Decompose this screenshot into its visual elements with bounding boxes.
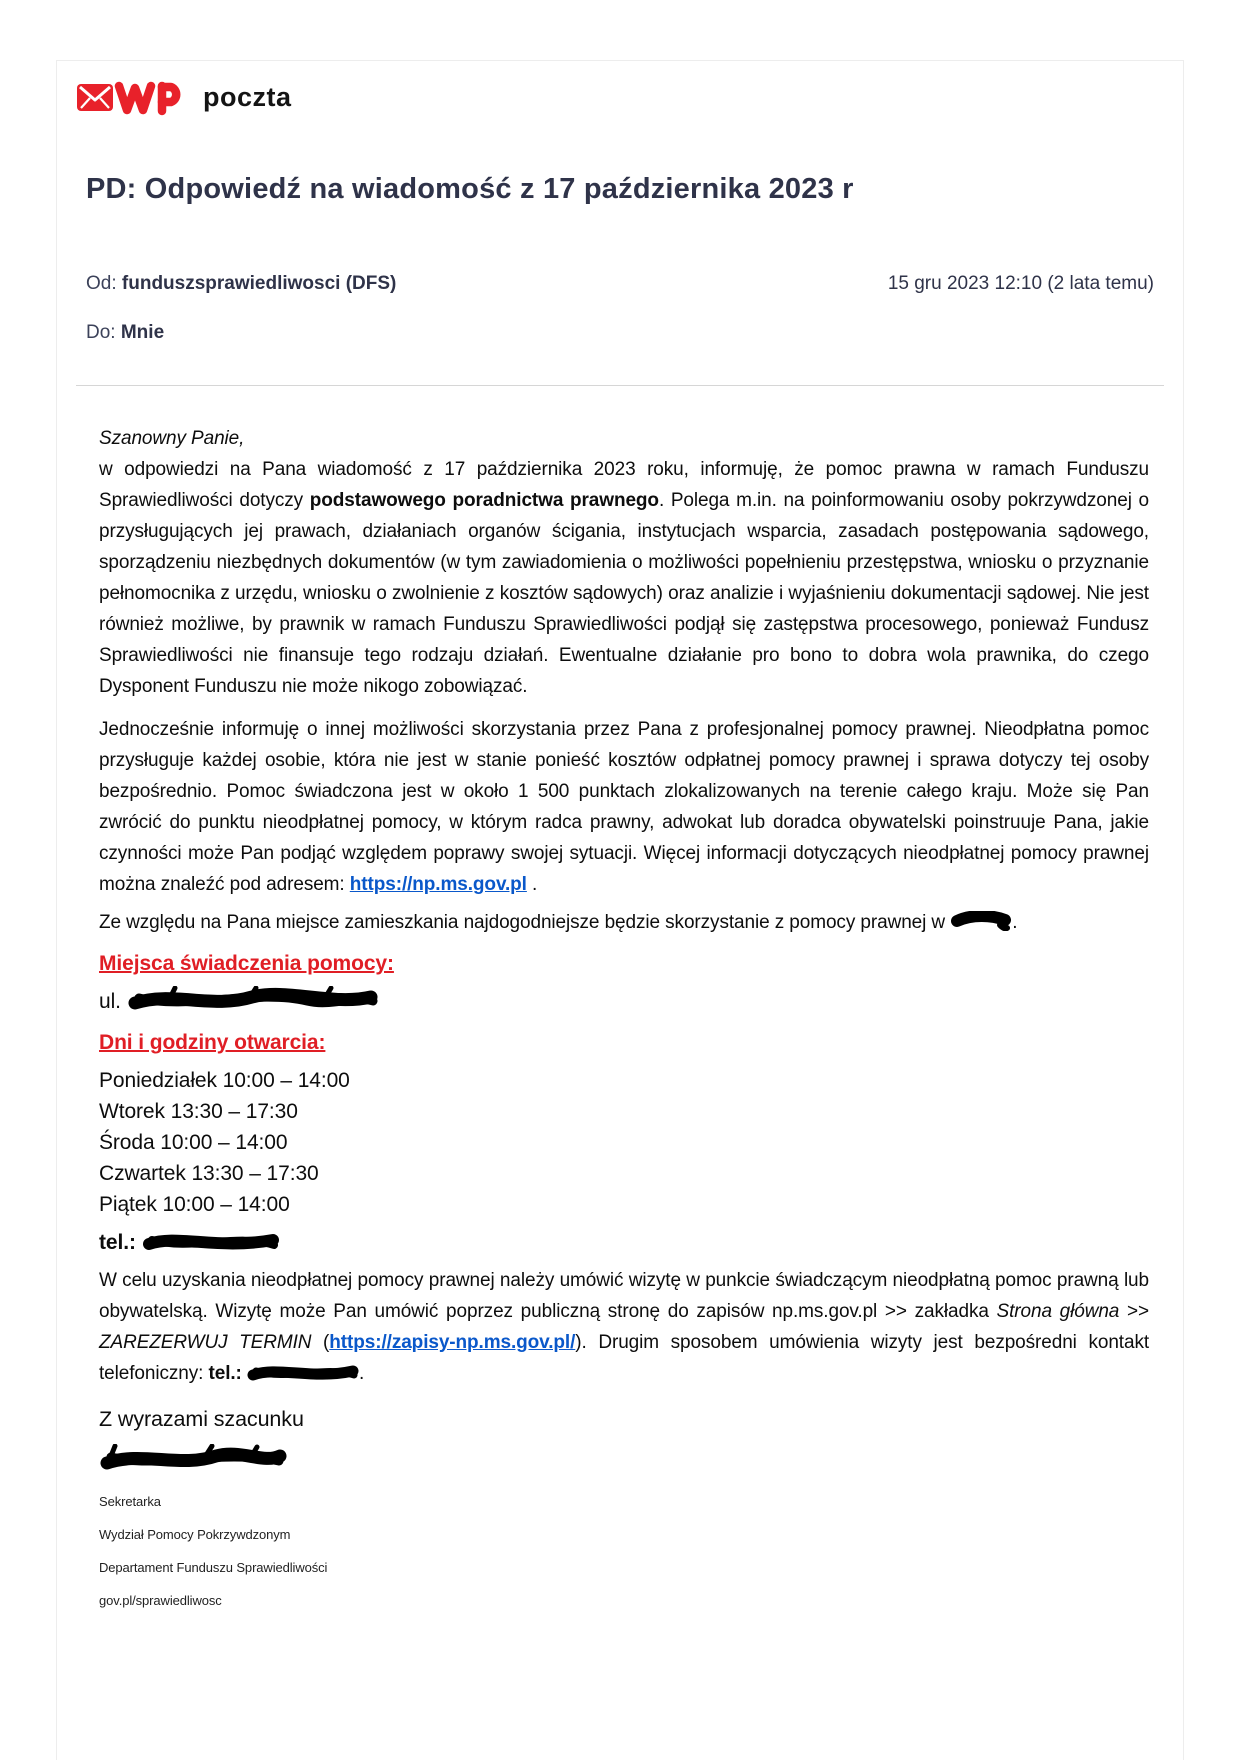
phone-label-2: tel.: bbox=[208, 1363, 247, 1384]
schedule-tuesday: Wtorek 13:30 – 17:30 bbox=[99, 1100, 298, 1123]
redaction-sender-name bbox=[99, 1444, 1149, 1472]
email-card bbox=[56, 60, 1184, 1760]
schedule-thursday: Czwartek 13:30 – 17:30 bbox=[99, 1162, 319, 1185]
text-segment: . bbox=[526, 874, 538, 895]
from-label: Od: bbox=[86, 273, 117, 294]
to-value: Mnie bbox=[120, 322, 165, 343]
wp-poczta-logo[interactable] bbox=[76, 77, 292, 117]
redaction-street bbox=[127, 986, 379, 1012]
signature-unit: Wydział Pomocy Pokrzywdzonym bbox=[99, 1527, 291, 1542]
paragraph-2 bbox=[99, 714, 1149, 900]
signature-role: Sekretarka bbox=[99, 1494, 161, 1509]
text-segment: . bbox=[1012, 912, 1018, 933]
redaction-city bbox=[950, 911, 1012, 931]
redaction-name-scribble bbox=[99, 1444, 287, 1472]
text-segment: ). Drugim sposobem umówienia wizyty jest bezpośredni kontakt telefoniczny: bbox=[99, 1332, 1150, 1384]
email-subject: PD: Odpowiedź na wiadomość z 17 października 2023 r bbox=[86, 173, 854, 205]
redaction-phone-2 bbox=[247, 1363, 359, 1383]
paragraph-1 bbox=[99, 454, 1149, 702]
zapisy-np-link[interactable]: https://zapisy-np.ms.gov.pl/ bbox=[329, 1332, 576, 1353]
to-row bbox=[86, 322, 1154, 344]
closing: Z wyrazami szacunku bbox=[99, 1407, 304, 1431]
schedule-monday: Poniedziałek 10:00 – 14:00 bbox=[99, 1069, 350, 1092]
signature-department: Departament Funduszu Sprawiedliwości bbox=[99, 1560, 328, 1575]
address-line bbox=[99, 986, 1149, 1017]
email-date: 15 gru 2023 12:10 (2 lata temu) bbox=[887, 273, 1154, 294]
np-ms-gov-link[interactable]: https://np.ms.gov.pl bbox=[349, 874, 527, 895]
bold-text: podstawowego poradnictwa prawnego bbox=[309, 490, 659, 511]
salutation: Szanowny Panie, bbox=[99, 428, 245, 449]
schedule-friday: Piątek 10:00 – 14:00 bbox=[99, 1193, 290, 1216]
text-segment: . bbox=[358, 1363, 365, 1384]
signature-website: gov.pl/sprawiedliwosc bbox=[99, 1593, 222, 1608]
schedule-wednesday: Środa 10:00 – 14:00 bbox=[99, 1131, 288, 1154]
heading-places: Miejsca świadczenia pomocy: bbox=[99, 952, 394, 975]
email-body bbox=[99, 423, 1149, 1609]
text-segment: w odpowiedzi na Pana wiadomość z 17 października 2023 roku, informuję, że pomoc prawna w ramach Funduszu Sprawiedliwości dotyczy bbox=[99, 459, 1149, 511]
paragraph-residence bbox=[99, 907, 1149, 938]
heading-hours: Dni i godziny otwarcia: bbox=[99, 1031, 326, 1054]
text-segment: W celu uzyskania nieodpłatnej pomocy prawnej należy umówić wizytę w punkcie świadczącym nieodpłatną pomoc prawną lub obywatelską. Wizytę może Pan umówić poprzez publiczną stronę do zapisów np.ms.gov.pl >> zakładka bbox=[99, 1270, 1149, 1322]
to-label: Do: bbox=[86, 322, 116, 343]
from-value: funduszsprawiedliwosci (DFS) bbox=[121, 273, 397, 294]
brand-name: poczta bbox=[203, 82, 292, 112]
italic-text: ZAREZERWUJ TERMIN bbox=[99, 1332, 312, 1353]
header-divider bbox=[76, 385, 1164, 386]
wp-envelope-icon bbox=[76, 77, 194, 117]
italic-text: Strona główna bbox=[996, 1301, 1120, 1322]
text-segment: Ze względu na Pana miejsce zamieszkania najdogodniejsze będzie skorzystanie z pomocy prawnej w bbox=[99, 912, 951, 933]
from-row bbox=[86, 273, 1154, 295]
paragraph-appointment bbox=[99, 1265, 1149, 1389]
text-segment: . Polega m.in. na poinformowaniu osoby pokrzywdzonej o przysługujących jej prawach, działaniach organów ścigania, instytucjach wsparcia, zasadach postępowania sądowego, sporządzeniu niezbędnych dokumentów (w tym zawiadomienia o możliwości popełnieniu przestępstwa, wniosku o przyznanie pełnomocnika z urzędu, wniosku o zwolnienie z kosztów sądowych) oraz analizie i wyjaśnieniu dokumentacji sądowej. Nie jest również możliwe, by prawnik w ramach Funduszu Sprawiedliwości podjął się zastępstwa procesowego, ponieważ Fundusz Sprawiedliwości nie finansuje tego rodzaju działań. Ewentualne działanie pro bono to dobra wola prawnika, do czego Dysponent Funduszu nie może nikogo zobowiązać. bbox=[99, 490, 1149, 697]
text-segment: ul. bbox=[99, 990, 127, 1013]
text-segment: ( bbox=[311, 1332, 330, 1353]
text-segment: Jednocześnie informuję o innej możliwości skorzystania przez Pana z profesjonalnej pomocy prawnej. Nieodpłatna pomoc przysługuje każdej osobie, która nie jest w stanie ponieść kosztów odpłatnej pomocy prawnej i sprawa dotyczy tej osoby bezpośrednio. Pomoc świadczona jest w około 1 500 punktach zlokalizowanych na terenie całego kraju. Może się Pan zwrócić do punktu nieodpłatnej pomocy, w którym radca prawny, adwokat lub doradca obywatelski poinstruuje Pana, jakie czynności może Pan podjąć względem poprawy swojej sytuacji. Więcej informacji dotyczących nieodpłatnej pomocy prawnej można znaleźć pod adresem: bbox=[99, 719, 1149, 895]
phone-line bbox=[99, 1227, 1149, 1258]
text-segment: >> bbox=[1119, 1301, 1150, 1322]
phone-label: tel.: bbox=[99, 1231, 142, 1254]
redaction-phone bbox=[142, 1231, 280, 1253]
